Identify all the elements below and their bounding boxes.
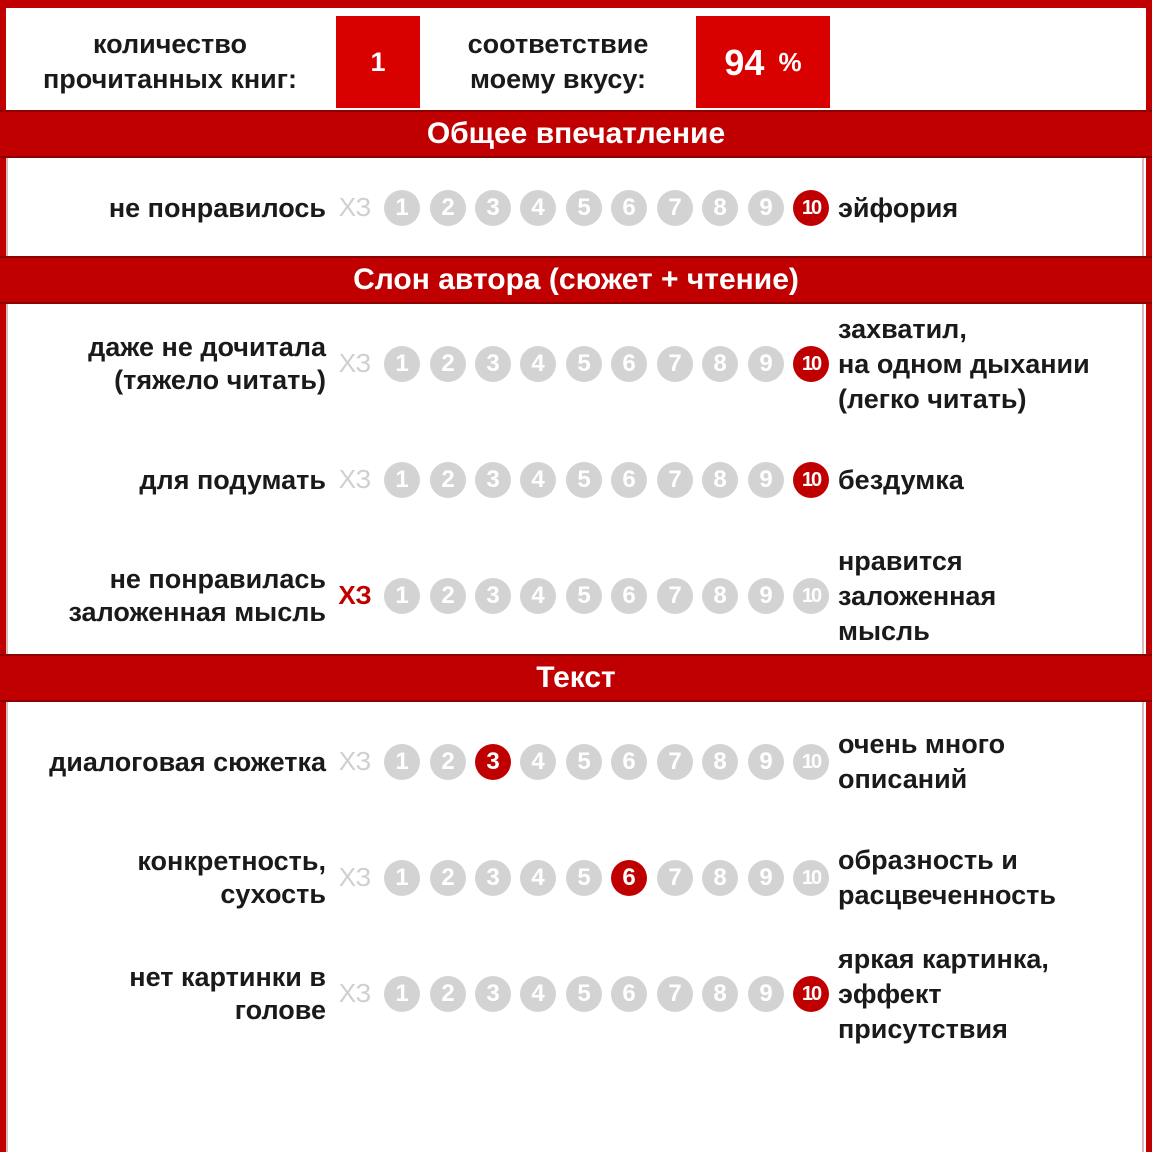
right-pole-line: эйфория <box>838 192 959 223</box>
section-header <box>0 256 1152 304</box>
right-pole-label <box>838 942 1049 1047</box>
rating-option-6[interactable]: 6 <box>611 976 647 1012</box>
rating-option-8[interactable]: 8 <box>702 976 738 1012</box>
right-pole-line: нравится <box>838 545 963 576</box>
rating-option-4[interactable]: 4 <box>520 976 556 1012</box>
rating-option-3[interactable]: 3 <box>475 346 511 382</box>
taste-match-label <box>422 16 694 108</box>
right-pole-label <box>838 312 1090 417</box>
rating-option-5[interactable]: 5 <box>566 462 602 498</box>
rating-option-3[interactable]: 3 <box>475 976 511 1012</box>
rating-option-4[interactable]: 4 <box>520 578 556 614</box>
left-pole-line: нет картинки в <box>129 962 326 992</box>
right-pole-line: образность и <box>838 845 1018 875</box>
right-pole-line: расцвеченность <box>838 880 1056 910</box>
rating-option-1[interactable]: 1 <box>384 744 420 780</box>
rating-option-8[interactable]: 8 <box>702 860 738 896</box>
rating-option-5[interactable]: 5 <box>566 860 602 896</box>
rating-option-4[interactable]: 4 <box>520 860 556 896</box>
rating-option-8[interactable]: 8 <box>702 578 738 614</box>
rating-option-5[interactable]: 5 <box>566 346 602 382</box>
rating-option-6[interactable]: 6 <box>611 346 647 382</box>
left-pole-label <box>49 746 326 779</box>
rating-option-10[interactable]: 10 <box>793 976 829 1012</box>
right-pole-line: описаний <box>838 764 968 794</box>
left-pole-line: диалоговая сюжетка <box>49 746 326 777</box>
rating-option-10[interactable]: 10 <box>793 744 829 780</box>
rating-option-3[interactable]: 3 <box>475 578 511 614</box>
rating-option-10[interactable]: 10 <box>793 346 829 382</box>
rating-option-7[interactable]: 7 <box>657 462 693 498</box>
section-title: Общее впечатление <box>426 117 726 150</box>
rating-option-10[interactable]: 10 <box>793 860 829 896</box>
right-pole-label <box>838 727 1005 797</box>
right-pole-line: бездумка <box>838 464 964 495</box>
rating-option-7[interactable]: 7 <box>657 190 693 226</box>
rating-option-10[interactable]: 10 <box>793 190 829 226</box>
rating-option-1[interactable]: 1 <box>384 462 420 498</box>
rating-option-6[interactable]: 6 <box>611 860 647 896</box>
left-pole-label <box>109 192 326 225</box>
left-pole-line: не понравилась <box>109 564 326 594</box>
rating-option-10[interactable]: 10 <box>793 462 829 498</box>
rating-option-8[interactable]: 8 <box>702 462 738 498</box>
rating-option-5[interactable]: 5 <box>566 578 602 614</box>
left-pole-line: для подумать <box>139 464 326 495</box>
left-pole-line: конкретность, <box>137 846 326 876</box>
rating-option-2[interactable]: 2 <box>430 744 466 780</box>
right-pole-line: на одном дыхании <box>838 348 1090 379</box>
rating-option-5[interactable]: 5 <box>566 190 602 226</box>
rating-option-2[interactable]: 2 <box>430 860 466 896</box>
books-read-label-line1: количество <box>92 29 248 59</box>
rating-option-xz[interactable]: ХЗ <box>338 348 372 378</box>
rating-option-9[interactable]: 9 <box>748 744 784 780</box>
rating-option-7[interactable]: 7 <box>657 578 693 614</box>
rating-option-6[interactable]: 6 <box>611 462 647 498</box>
rating-option-5[interactable]: 5 <box>566 976 602 1012</box>
rating-option-2[interactable]: 2 <box>430 462 466 498</box>
rating-option-8[interactable]: 8 <box>702 744 738 780</box>
taste-match-label-line2: моему вкусу: <box>469 64 647 94</box>
rating-option-10[interactable]: 10 <box>793 578 829 614</box>
rating-option-3[interactable]: 3 <box>475 462 511 498</box>
rating-option-9[interactable]: 9 <box>748 462 784 498</box>
rating-option-4[interactable]: 4 <box>520 346 556 382</box>
summary-row <box>6 8 1142 108</box>
right-pole-line: яркая картинка, <box>838 943 1049 974</box>
rating-option-4[interactable]: 4 <box>520 744 556 780</box>
left-pole-line: сухость <box>220 879 326 909</box>
rating-option-8[interactable]: 8 <box>702 346 738 382</box>
rating-option-6[interactable]: 6 <box>611 190 647 226</box>
left-pole-label <box>139 464 326 497</box>
rating-option-1[interactable]: 1 <box>384 346 420 382</box>
right-pole-line: (легко читать) <box>838 383 1027 414</box>
right-pole-line: мысль <box>838 615 930 646</box>
rating-option-9[interactable]: 9 <box>748 190 784 226</box>
rating-option-2[interactable]: 2 <box>430 976 466 1012</box>
right-pole-line: захватил, <box>838 313 967 344</box>
left-pole-line: заложенная мысль <box>68 597 326 627</box>
books-read-count: 1 <box>370 46 386 77</box>
left-pole-line: голове <box>234 995 326 1025</box>
rating-option-9[interactable]: 9 <box>748 346 784 382</box>
rating-option-6[interactable]: 6 <box>611 578 647 614</box>
rating-option-3[interactable]: 3 <box>475 190 511 226</box>
left-pole-line: не понравилось <box>108 192 326 223</box>
left-pole-line: (тяжело читать) <box>114 365 326 395</box>
rating-option-5[interactable]: 5 <box>566 744 602 780</box>
rating-option-9[interactable]: 9 <box>748 976 784 1012</box>
taste-match-percent: 94 <box>724 41 765 83</box>
rating-option-2[interactable]: 2 <box>430 190 466 226</box>
right-pole-label <box>838 843 1056 913</box>
rating-option-xz[interactable]: ХЗ <box>338 746 372 776</box>
left-pole-label <box>129 961 326 1027</box>
books-read-value <box>336 16 420 108</box>
right-pole-line: очень много <box>838 729 1006 759</box>
rating-option-8[interactable]: 8 <box>702 190 738 226</box>
rating-option-7[interactable]: 7 <box>657 346 693 382</box>
right-pole-line: присутствия <box>838 1013 1008 1044</box>
books-read-label <box>6 16 334 108</box>
rating-option-1[interactable]: 1 <box>384 860 420 896</box>
rating-option-2[interactable]: 2 <box>430 578 466 614</box>
section-title: Текст <box>536 661 616 694</box>
rating-option-xz[interactable]: ХЗ <box>338 192 372 222</box>
left-pole-line: даже не дочитала <box>88 332 326 362</box>
rating-option-1[interactable]: 1 <box>384 976 420 1012</box>
right-pole-label <box>838 463 964 498</box>
rating-option-xz[interactable]: ХЗ <box>338 862 372 892</box>
taste-match-value <box>696 16 830 108</box>
rating-option-2[interactable]: 2 <box>430 346 466 382</box>
rating-option-3[interactable]: 3 <box>475 860 511 896</box>
rating-option-4[interactable]: 4 <box>520 190 556 226</box>
left-pole-label <box>68 563 326 629</box>
left-pole-label <box>88 331 326 397</box>
rating-option-7[interactable]: 7 <box>657 744 693 780</box>
section-title: Слон автора (сюжет + чтение) <box>353 263 799 296</box>
rating-option-7[interactable]: 7 <box>657 976 693 1012</box>
rating-option-4[interactable]: 4 <box>520 462 556 498</box>
left-pole-label <box>137 845 326 911</box>
section-header <box>0 654 1152 702</box>
books-read-label-line2: прочитанных книг: <box>43 64 297 94</box>
section-header <box>0 110 1152 158</box>
rating-option-9[interactable]: 9 <box>748 860 784 896</box>
taste-match-label-line1: соответствие <box>467 29 649 59</box>
right-pole-line: эффект <box>838 978 942 1009</box>
rating-option-xz[interactable]: ХЗ <box>338 580 372 610</box>
rating-option-xz[interactable]: ХЗ <box>338 978 372 1008</box>
taste-match-unit: % <box>778 46 802 77</box>
rating-option-xz[interactable]: ХЗ <box>338 464 372 494</box>
right-pole-line: заложенная <box>838 580 997 611</box>
right-pole-label <box>838 544 996 649</box>
rating-option-1[interactable]: 1 <box>384 578 420 614</box>
rating-option-3[interactable]: 3 <box>475 744 511 780</box>
right-pole-label <box>838 191 958 226</box>
rating-option-9[interactable]: 9 <box>748 578 784 614</box>
rating-option-7[interactable]: 7 <box>657 860 693 896</box>
rating-option-1[interactable]: 1 <box>384 190 420 226</box>
rating-option-6[interactable]: 6 <box>611 744 647 780</box>
